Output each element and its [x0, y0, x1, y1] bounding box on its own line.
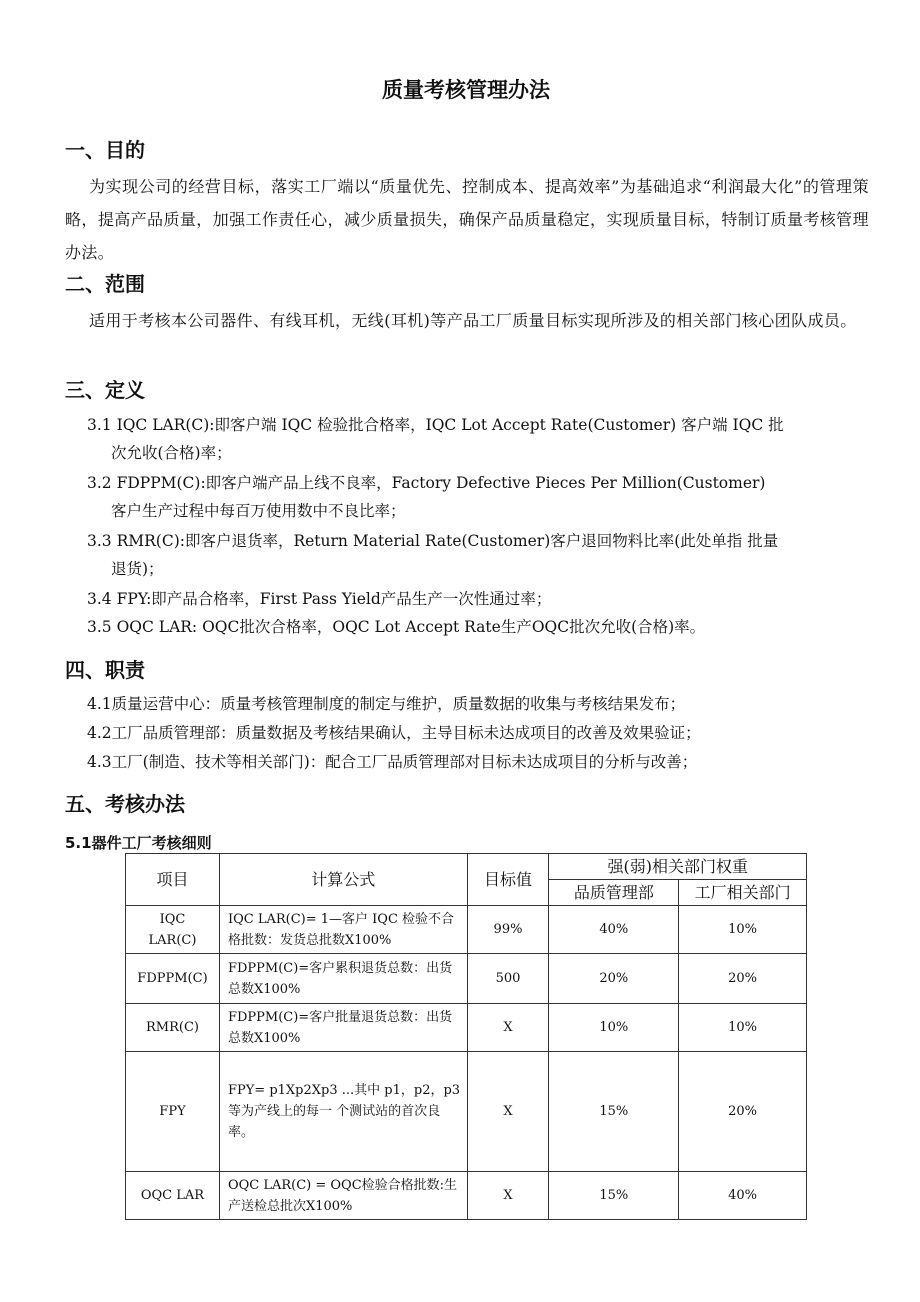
- cell-item: OQC LAR: [126, 1172, 220, 1220]
- table-row: [126, 1172, 807, 1220]
- definition-item: [87, 411, 869, 467]
- duty-item: 4.2工厂品质管理部：质量数据及考核结果确认，主导目标未达成项目的改善及效果验证；: [87, 724, 701, 742]
- header-quality-dept: 品质管理部: [549, 880, 679, 906]
- definition-item: [87, 527, 869, 583]
- definition-line: 3.5 OQC LAR: OQC批次合格率，OQC Lot Accept Rate生产OQC批次允收(合格)率。: [87, 618, 706, 636]
- cell-factory-weight: 10%: [679, 1004, 807, 1052]
- definition-line-cont: 退货)；: [111, 560, 164, 578]
- cell-formula: IQC LAR(C)= 1—客户 IQC 检验不合格批数：发货总批数X100%: [219, 906, 467, 954]
- section-heading-definitions: 三、定义: [65, 378, 145, 402]
- section-heading-scope: 二、范围: [65, 272, 145, 296]
- cell-factory-weight: 10%: [679, 906, 807, 954]
- cell-quality-weight: 40%: [549, 906, 679, 954]
- section-heading-method: 五、考核办法: [65, 792, 185, 816]
- definition-line: 3.4 FPY:即产品合格率，First Pass Yield产品生产一次性通过率；: [87, 590, 552, 608]
- cell-target: X: [467, 1004, 549, 1052]
- header-formula: 计算公式: [219, 854, 467, 906]
- cell-target: X: [467, 1052, 549, 1172]
- cell-quality-weight: 10%: [549, 1004, 679, 1052]
- definition-item: [87, 469, 869, 525]
- table-row: [126, 954, 807, 1004]
- assessment-table: [125, 853, 807, 1220]
- cell-target: 99%: [467, 906, 549, 954]
- cell-factory-weight: 20%: [679, 954, 807, 1004]
- duty-item: 4.1质量运营中心：质量考核管理制度的制定与维护，质量数据的收集与考核结果发布；: [87, 695, 686, 713]
- section-heading-purpose: 一、目的: [65, 138, 145, 162]
- cell-formula: FDPPM(C)=客户累积退货总数：出货总数X100%: [219, 954, 467, 1004]
- cell-target: X: [467, 1172, 549, 1220]
- definition-line-cont: 次允收(合格)率；: [111, 444, 232, 462]
- cell-formula: OQC LAR(C) = OQC检验合格批数:生产送检总批次X100%: [219, 1172, 467, 1220]
- duty-item: 4.3工厂(制造、技术等相关部门)：配合工厂品质管理部对目标未达成项目的分析与改善；: [87, 753, 698, 771]
- purpose-text: 为实现公司的经营目标，落实工厂端以“质量优先、控制成本、提高效率”为基础追求“利润最大化”的管理策略，提高产品质量，加强工作责任心，减少质量损失，确保产品质量稳定，实现质量目标，特制订质量考核管理办法。: [65, 177, 869, 262]
- definition-item: [87, 613, 869, 641]
- cell-item: RMR(C): [126, 1004, 220, 1052]
- subsection-heading: 5.1器件工厂考核细则: [65, 834, 212, 852]
- header-weight: 强(弱)相关部门权重: [549, 854, 807, 880]
- cell-quality-weight: 15%: [549, 1052, 679, 1172]
- cell-item: FPY: [126, 1052, 220, 1172]
- cell-formula: FDPPM(C)=客户批量退货总数：出货总数X100%: [219, 1004, 467, 1052]
- section-heading-duties: 四、职责: [65, 658, 145, 682]
- definition-line: 3.1 IQC LAR(C):即客户端 IQC 检验批合格率，IQC Lot Accept Rate(Customer) 客户端 IQC 批: [87, 416, 784, 434]
- definition-line-cont: 客户生产过程中每百万使用数中不良比率；: [111, 502, 406, 520]
- cell-target: 500: [467, 954, 549, 1004]
- cell-item: FDPPM(C): [126, 954, 220, 1004]
- table-row: [126, 906, 807, 954]
- page-title: 质量考核管理办法: [382, 78, 550, 102]
- cell-factory-weight: 40%: [679, 1172, 807, 1220]
- header-factory-dept: 工厂相关部门: [679, 880, 807, 906]
- table-row: [126, 1052, 807, 1172]
- cell-quality-weight: 20%: [549, 954, 679, 1004]
- cell-quality-weight: 15%: [549, 1172, 679, 1220]
- definition-line: 3.3 RMR(C):即客户退货率，Return Material Rate(Customer)客户退回物料比率(此处单指 批量: [87, 532, 779, 550]
- scope-text: 适用于考核本公司器件、有线耳机，无线(耳机)等产品工厂质量目标实现所涉及的相关部门核心团队成员。: [89, 311, 857, 330]
- cell-item: IQC LAR(C): [126, 906, 220, 954]
- header-target: 目标值: [467, 854, 549, 906]
- header-item: 项目: [126, 854, 220, 906]
- cell-factory-weight: 20%: [679, 1052, 807, 1172]
- definition-item: [87, 585, 869, 613]
- cell-formula: FPY= p1Xp2Xp3 ...其中 p1，p2，p3等为产线上的每一 个测试站的首次良率。: [219, 1052, 467, 1172]
- definition-line: 3.2 FDPPM(C):即客户端产品上线不良率，Factory Defective Pieces Per Million(Customer): [87, 474, 766, 492]
- table-row: [126, 1004, 807, 1052]
